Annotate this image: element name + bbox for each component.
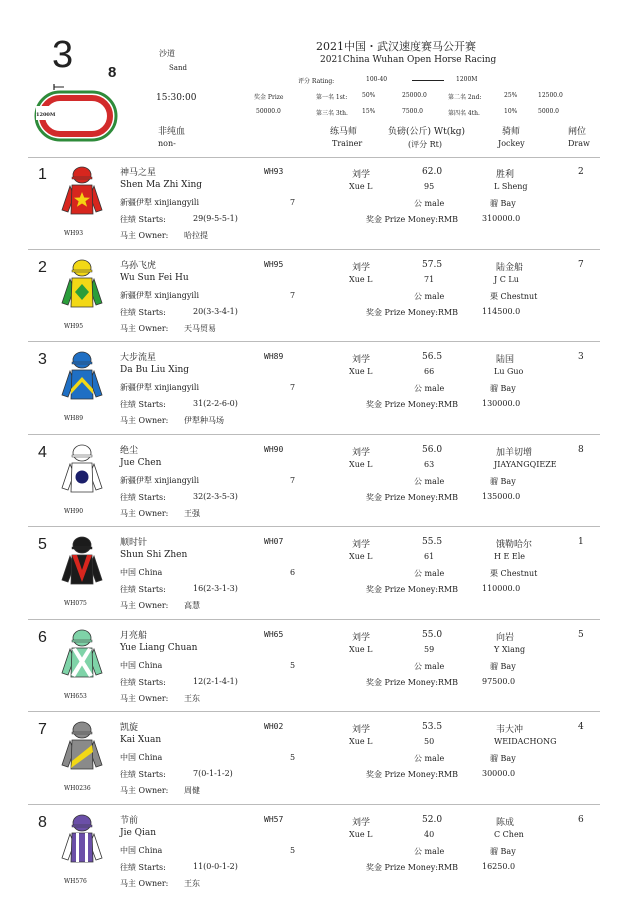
draw: 5 [578,629,584,640]
horse-name-en: Shen Ma Zhi Xing [120,180,203,190]
brace-stripe-icon [76,833,79,862]
silk-code: WH89 [64,415,84,422]
horse-number: 3 [38,351,47,368]
rating: 40 [424,829,435,839]
owner-label: 马主 Owner: [120,231,169,240]
owner-name: 伊犁种马场 [184,416,224,425]
first-amount: 25000.0 [402,92,427,99]
silk-cap [73,445,91,461]
third-pct: 15% [362,108,376,115]
owner-label: 马主 Owner: [120,601,169,610]
starts-record: 7(0-1-1-2) [193,769,233,778]
prize-label: 奖金 Prize Money:RMB [366,862,459,872]
horse-origin: 中国 China [120,660,163,670]
horse-number: 5 [38,536,47,553]
owner-label: 马主 Owner: [120,786,169,795]
prize-label: 奖金 Prize Money:RMB [366,215,459,224]
horse-code: WH95 [264,259,284,269]
col-draw-en: Draw [568,139,590,148]
weight: 62.0 [422,167,443,177]
trainer-en: Xue L [349,367,373,376]
prize-label: 奖金 Prize Money:RMB [366,307,459,317]
draw: 3 [578,352,584,362]
prize-amount: 130000.0 [482,399,521,408]
col-jockey-en: Jockey [498,139,525,148]
silk-cap [73,815,91,831]
trainer-cn: 刘学 [352,447,371,458]
horse-name-en: Yue Liang Chuan [120,642,198,653]
trainer-cn: 刘学 [352,170,371,180]
rating: 50 [424,737,435,746]
silk-code: WH95 [64,322,84,330]
jockey-cn: 韦大冲 [496,725,524,735]
prize-label: 奖金 Prize [254,94,284,101]
prize-amount: 114500.0 [482,306,521,316]
horse-sex: 公 male [414,476,445,486]
weight: 57.5 [422,259,443,270]
first-label: 第一名 1st: [316,94,348,101]
starts-label: 往绩 Starts: [120,215,166,224]
horse-age: 7 [290,198,296,207]
horse-number: 4 [38,443,47,461]
jockey-en: JIAYANGQIEZE [494,459,557,469]
horse-code: WH89 [264,352,284,361]
horse-origin: 新疆伊犁 xinjiangyili [120,198,200,207]
jockey-cn: 陆金船 [496,262,524,273]
first-pct: 50% [362,92,376,99]
col-jockey-cn: 骑师 [502,127,521,137]
second-label: 第二名 2nd: [448,94,482,101]
horse-age: 6 [290,568,296,577]
horse-entry [0,158,626,253]
trainer-cn: 刘学 [352,725,371,735]
surface-en: Sand [169,64,187,72]
silk-icon [58,259,106,315]
jockey-en: Y Xiang [494,644,526,654]
horse-name-en: Da Bu Liu Xing [120,365,190,375]
draw: 2 [578,167,584,177]
horse-sex: 公 male [414,569,445,578]
silk-icon [58,814,106,870]
horse-name-en: Kai Xuan [120,735,162,745]
horse-entry [0,806,626,901]
horse-number: 7 [38,721,47,738]
race-number: 3 [52,34,74,76]
silk-icon [58,629,106,685]
horse-entry [0,528,626,623]
horse-age: 5 [290,660,296,670]
draw: 1 [578,537,584,547]
owner-label: 马主 Owner: [120,508,169,518]
trainer-en: Xue L [349,552,373,561]
owner-label: 马主 Owner: [120,693,169,703]
horse-age: 5 [290,845,296,855]
starts-record: 11(0-0-1-2) [193,861,238,871]
silk-cap [73,352,91,368]
silk-cap [73,167,91,183]
silk-cap [73,537,91,553]
owner-name: 王强 [184,508,200,518]
silk-code: WH653 [64,692,87,700]
horse-name-cn: 凯旋 [120,723,139,733]
silk-body [71,833,93,862]
trainer-cn: 刘学 [352,540,371,550]
silk-icon [58,351,106,407]
starts-label: 往绩 Starts: [120,492,166,502]
silk-code: WH075 [64,600,87,607]
prize-amount: 16250.0 [482,861,516,871]
owner-name: 高慧 [184,601,200,610]
silk-body [71,370,93,399]
horse-origin: 中国 China [120,568,163,577]
silk-cap-peak [72,825,92,827]
third-label: 第三名 3th. [316,110,348,117]
silk-cap-peak [72,177,92,179]
silk-mark [76,470,89,483]
starts-record: 12(2-1-4-1) [193,676,238,686]
horse-sex: 公 male [414,754,445,763]
surface-cn: 沙道 [159,49,175,58]
second-amount: 12500.0 [538,92,563,99]
trainer-en: Xue L [349,182,373,191]
owner-name: 哈拉提 [184,231,208,240]
starts-record: 29(9-5-5-1) [193,214,238,223]
weight: 56.5 [422,352,443,362]
starts-label: 往绩 Starts: [120,862,166,872]
horse-origin: 新疆伊犁 xinjiangyili [120,383,200,392]
horse-colour: 骝 Bay [490,384,516,393]
breed-en: non- [158,139,176,148]
silk-icon [58,536,106,592]
owner-name: 王东 [184,878,200,888]
horse-name-cn: 神马之星 [120,168,157,178]
owner-label: 马主 Owner: [120,878,169,888]
track-distance: 1200M [36,112,56,118]
jockey-cn: 陈成 [496,817,515,828]
horse-name-en: Shun Shi Zhen [120,550,188,560]
silk-cap [73,260,91,276]
starts-label: 往绩 Starts: [120,400,166,409]
trainer-cn: 刘学 [352,817,371,828]
horse-name-cn: 乌孙飞虎 [120,260,157,271]
starts-record: 16(2-3-1-3) [193,584,238,593]
starts-label: 往绩 Starts: [120,585,166,594]
horse-code: WH02 [264,722,284,731]
col-rating: (评分 Rt) [408,140,443,149]
race-distance: 1200M [456,76,478,83]
horse-origin: 新疆伊犁 xinjiangyili [120,290,200,300]
prize-amount: 30000.0 [482,769,516,778]
jockey-cn: 向岩 [496,632,515,643]
horse-number: 6 [38,628,47,646]
fourth-amount: 5000.0 [538,108,559,115]
horse-sex: 公 male [414,661,445,671]
silk-icon [58,721,106,777]
race-title-cn: 2021中国・武汉速度赛马公开赛 [316,40,476,53]
trainer-en: Xue L [349,644,373,654]
owner-label: 马主 Owner: [120,416,169,425]
draw: 6 [578,814,584,825]
horse-colour: 栗 Chestnut [490,569,538,578]
weight: 55.0 [422,629,443,640]
prize-amount: 135000.0 [482,491,521,501]
trainer-en: Xue L [349,737,373,746]
jockey-cn: 胜利 [496,170,515,180]
jockey-en: Lu Guo [494,367,524,376]
entry-divider [28,434,600,435]
horse-colour: 栗 Chestnut [490,291,538,301]
silk-code: WH0236 [64,785,91,792]
silk-icon [58,166,106,222]
horse-entry [0,621,626,716]
silk-cap-peak [72,362,92,364]
entry-divider [28,619,600,620]
silk-icon [58,444,106,500]
weight: 53.5 [422,722,443,732]
rating: 59 [424,644,435,654]
owner-name: 天马贸易 [184,323,216,333]
rating: 63 [424,459,435,469]
rating: 95 [424,182,435,191]
horse-number: 8 [38,813,47,831]
prize-amount: 110000.0 [482,584,521,593]
draw: 4 [578,722,584,732]
starts-label: 往绩 Starts: [120,307,166,317]
entry-divider [28,711,600,712]
horse-sex: 公 male [414,846,445,856]
jockey-en: C Chen [494,829,524,839]
draw: 7 [578,259,584,270]
silk-cap-peak [72,547,92,549]
rating: 66 [424,367,435,376]
fourth-label: 第四名 4th. [448,110,480,117]
horse-colour: 骝 Bay [490,199,516,208]
fourth-pct: 10% [504,108,518,115]
trainer-cn: 刘学 [352,632,371,643]
race-time: 15:30:00 [156,93,197,103]
col-trainer-en: Trainer [332,139,363,148]
horse-name-en: Jie Qian [120,827,157,838]
silk-cap [73,722,91,738]
prize-label: 奖金 Prize Money:RMB [366,770,459,779]
prize-amount: 310000.0 [482,214,521,223]
col-weight: 负磅(公斤) Wt(kg) [388,127,465,137]
starts-label: 往绩 Starts: [120,677,166,687]
horse-code: WH90 [264,444,284,454]
horse-origin: 新疆伊犁 xinjiangyili [120,475,200,485]
horse-entry [0,713,626,808]
horse-name-cn: 绝尘 [120,445,139,456]
total-prize: 50000.0 [256,108,281,115]
horse-name-cn: 月亮船 [120,630,148,641]
horse-colour: 骝 Bay [490,661,516,671]
rating-divider [412,80,444,81]
prize-amount: 97500.0 [482,676,516,686]
entry-divider [28,249,600,250]
silk-code: WH576 [64,877,87,885]
second-pct: 25% [504,92,518,99]
entry-divider [28,341,600,342]
breed-cn: 非纯血 [158,127,186,137]
rating: 61 [424,552,435,561]
field-count: 8 [108,64,117,81]
horse-sex: 公 male [414,384,445,393]
horse-number: 1 [38,166,47,183]
starts-record: 32(2-3-5-3) [193,491,238,501]
horse-name-cn: 顺时针 [120,538,148,548]
silk-cap-peak [72,640,92,642]
jockey-en: H E Ele [494,552,526,561]
col-draw-cn: 闸位 [568,127,587,137]
horse-age: 7 [290,290,296,300]
third-amount: 7500.0 [402,108,423,115]
trainer-en: Xue L [349,459,373,469]
horse-colour: 骝 Bay [490,846,516,856]
brace-stripe-icon [85,833,88,862]
horse-entry [0,436,626,531]
silk-cap [73,630,91,646]
trainer-cn: 刘学 [352,355,371,365]
horse-name-cn: 大步流星 [120,353,157,363]
starts-record: 31(2-2-6-0) [193,399,238,408]
entry-divider [28,804,600,805]
jockey-en: L Sheng [494,182,528,191]
horse-code: WH57 [264,814,284,824]
owner-name: 周健 [184,786,200,795]
horse-code: WH07 [264,537,284,546]
rating-label: 评分 Rating: [298,78,335,85]
entry-divider [28,526,600,527]
rating-range: 100-40 [366,76,388,83]
silk-cap-peak [72,455,92,457]
trainer-cn: 刘学 [352,262,371,273]
horse-colour: 骝 Bay [490,754,516,763]
horse-entry [0,251,626,346]
horse-number: 2 [38,258,47,276]
rating: 71 [424,274,435,284]
prize-label: 奖金 Prize Money:RMB [366,400,459,409]
race-title-en: 2021China Wuhan Open Horse Racing [320,55,497,65]
horse-age: 5 [290,753,296,762]
dot-icon [76,470,89,483]
jockey-en: WEIDACHONG [494,737,557,746]
jockey-en: J C Lu [494,274,519,284]
horse-name-cn: 节前 [120,815,139,826]
owner-label: 马主 Owner: [120,323,169,333]
jockey-cn: 陆国 [496,355,515,365]
prize-label: 奖金 Prize Money:RMB [366,492,459,502]
prize-label: 奖金 Prize Money:RMB [366,677,459,687]
weight: 55.5 [422,537,443,547]
horse-age: 7 [290,383,296,392]
trainer-en: Xue L [349,829,373,839]
weight: 52.0 [422,814,443,825]
draw: 8 [578,444,584,455]
owner-name: 王东 [184,693,200,703]
horse-name-en: Wu Sun Fei Hu [120,272,189,283]
trainer-en: Xue L [349,274,373,284]
jockey-cn: 饿勒哈尔 [496,540,533,550]
silk-cap-peak [72,732,92,734]
weight: 56.0 [422,444,443,455]
horse-code: WH93 [264,167,284,176]
jockey-cn: 加羊切增 [496,447,533,458]
horse-code: WH65 [264,629,284,639]
horse-colour: 骝 Bay [490,476,516,486]
horse-name-en: Jue Chen [120,457,162,468]
starts-record: 20(3-3-4-1) [193,306,238,316]
horse-origin: 中国 China [120,753,163,762]
col-trainer-cn: 练马师 [330,127,358,137]
horse-sex: 公 male [414,199,445,208]
horse-sex: 公 male [414,291,445,301]
silk-cap-peak [72,270,92,272]
horse-origin: 中国 China [120,845,163,855]
silk-code: WH93 [64,230,84,237]
prize-label: 奖金 Prize Money:RMB [366,585,459,594]
horse-age: 7 [290,475,296,485]
horse-entry [0,343,626,438]
silk-code: WH90 [64,507,84,515]
starts-label: 往绩 Starts: [120,770,166,779]
